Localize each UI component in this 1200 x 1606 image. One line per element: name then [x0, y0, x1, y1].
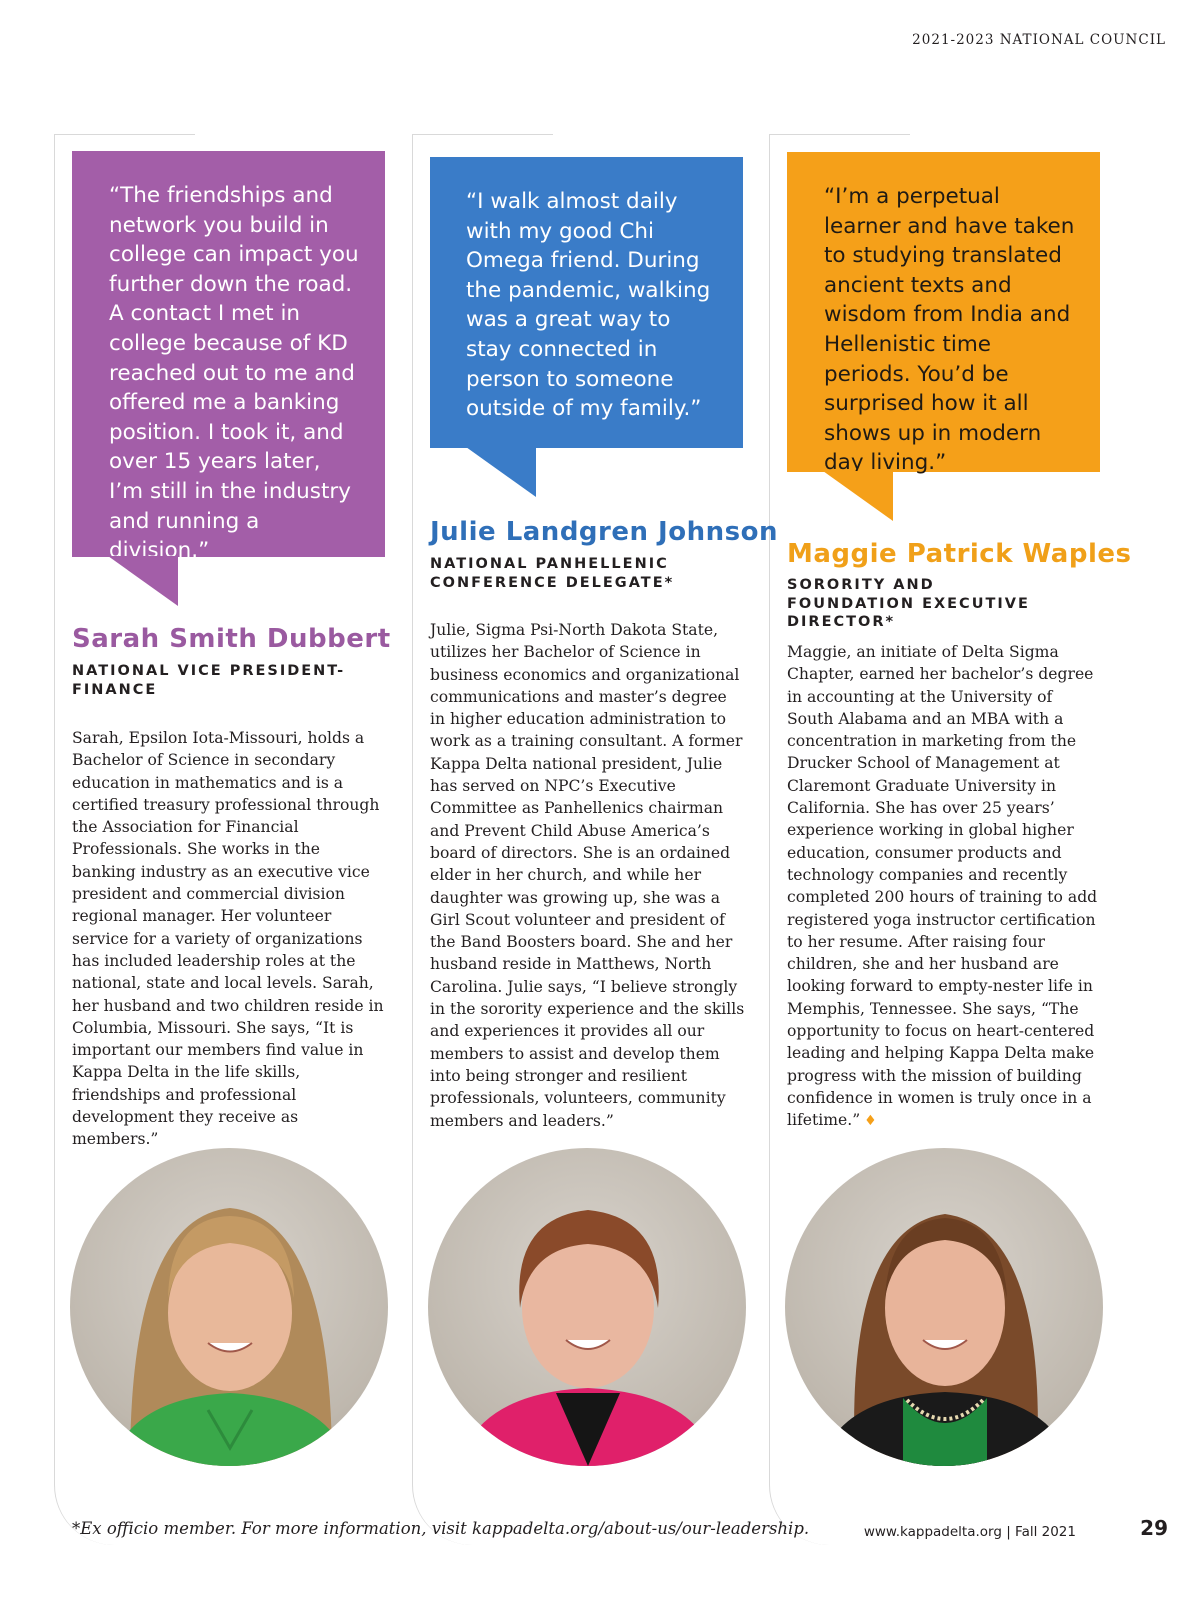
quote-tail	[823, 471, 893, 521]
quote-box	[787, 152, 1100, 476]
person-bio: Sarah, Epsilon Iota-Missouri, holds a Bachelor of Science in secondary education in mathematics and is a certified treasury professional through the Association for Financial Professionals. She works in the banking industry as an executive vice president and commercial division regional manager. Her volunteer service for a variety of organizations has included leadership roles at the national, state and local levels. Sarah, her husband and two children reside in Columbia, Missouri. She says, “It is important our members find value in Kappa Delta in the life skills, friendships and professional development they receive as members.”	[72, 729, 384, 1149]
portrait-photo	[785, 1148, 1103, 1466]
quote-box	[72, 151, 385, 564]
page-number: 29	[1140, 1516, 1168, 1540]
footer-note: *Ex officio member. For more information, visit kappadelta.org/about-us/our-leadership.	[72, 1519, 810, 1538]
portrait-photo	[70, 1148, 388, 1466]
quote-tail	[108, 556, 178, 606]
person-title: NATIONAL VICE PRESIDENT-FINANCE	[72, 663, 346, 698]
quote-text: “I walk almost daily with my good Chi Omega friend. During the pandemic, walking was a great way to stay connected in person to someone outside of my family.”	[466, 189, 711, 422]
person-title: SORORITY AND FOUNDATION EXECUTIVE DIRECTOR*	[787, 577, 1030, 630]
person-title: NATIONAL PANHELLENIC CONFERENCE DELEGATE*	[430, 556, 675, 591]
person-name: Julie Landgren Johnson	[430, 517, 778, 547]
person-bio	[787, 641, 1103, 1133]
quote-text: “I’m a perpetual learner and have taken to studying translated ancient texts and wisdom from India and Hellenistic time periods. You’d be surprised how it all shows up in modern day living.”	[824, 184, 1075, 476]
quote-text: “The friendships and network you build in college can impact you further down the road. A contact I met in college because of KD reached out to me and offered me a banking position. I took it, and over 15 years later, I’m still in the industry and running a division.”	[109, 183, 359, 564]
diamond-icon: ♦	[864, 1113, 877, 1130]
footer-site: www.kappadelta.org | Fall 2021	[863, 1524, 1076, 1540]
quote-box	[430, 157, 743, 448]
bio-text: Maggie, an initiate of Delta Sigma Chapter, earned her bachelor’s degree in accounting at the University of South Alabama and an MBA with a concentration in marketing from the Drucker School of Management at Claremont Graduate University in California. She has over 25 years’ experience working in global higher education, consumer products and technology companies and recently completed 200 hours of training to add registered yoga instructor certification to her resume. After raising four children, she and her husband are looking forward to empty-nester life in Memphis, Tennessee. She says, “The opportunity to focus on heart-centered leading and helping Kappa Delta make progress with the mission of building confidence in women is truly once in a lifetime.”	[787, 643, 1098, 1130]
person-bio: Julie, Sigma Psi-North Dakota State, utilizes her Bachelor of Science in business economics and organizational communications and master’s degree in higher education administration to work as a training consultant. A former Kappa Delta national president, Julie has served on NPC’s Executive Committee as Panhellenics chairman and Prevent Child Abuse America’s board of directors. She is an ordained elder in her church, and while her daughter was growing up, she was a Girl Scout volunteer and president of the Band Boosters board. She and her husband reside in Matthews, North Carolina. Julie says, “I believe strongly in the sorority experience and the skills and experiences it provides all our members to assist and develop them into being stronger and resilient professionals, volunteers, community members and leaders.”	[430, 621, 745, 1130]
person-name: Sarah Smith Dubbert	[72, 624, 391, 654]
portrait-photo	[428, 1148, 746, 1466]
person-name: Maggie Patrick Waples	[787, 539, 1132, 569]
section-header: 2021-2023 NATIONAL COUNCIL	[912, 32, 1166, 48]
quote-tail	[466, 447, 536, 497]
